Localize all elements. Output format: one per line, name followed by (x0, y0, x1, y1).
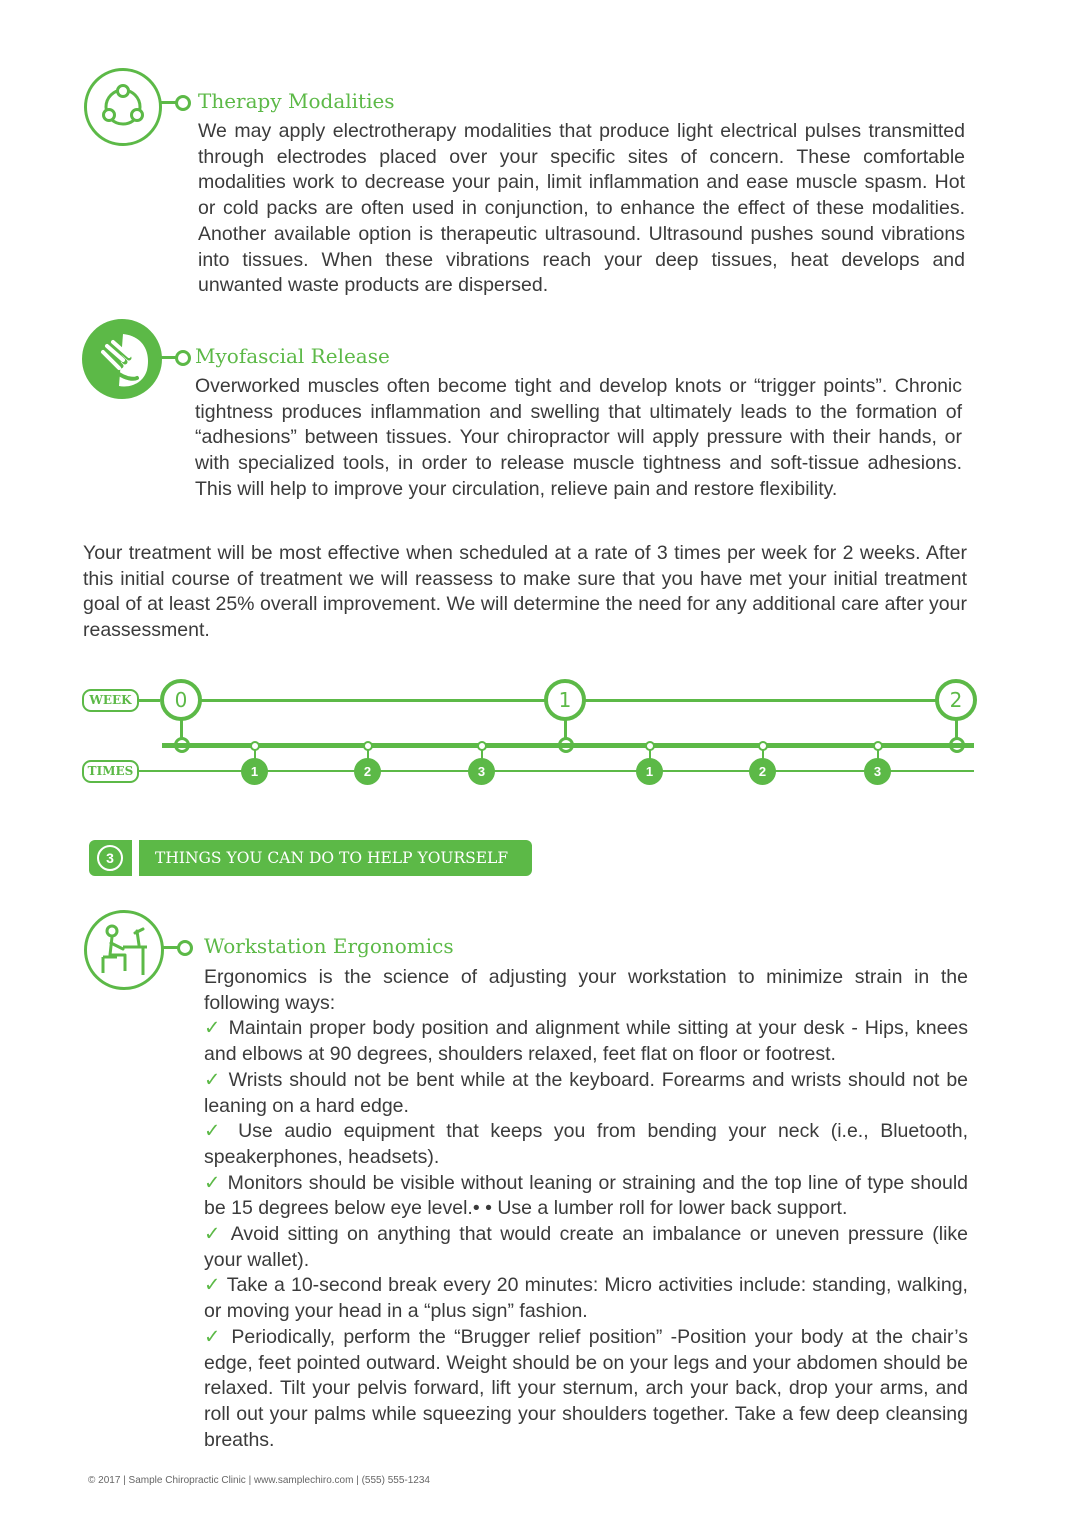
check-icon: ✓ (204, 1171, 222, 1194)
list-item-text: Use audio equipment that keeps you from bending your neck (i.e., Bluetooth, speakerphones, headsets). (204, 1120, 969, 1168)
myofascial-title: Myofascial Release (195, 344, 390, 368)
list-item (204, 1068, 968, 1119)
workstation-intro: Ergonomics is the science of adjusting your workstation to minimize strain in the following ways: (204, 966, 968, 1014)
workstation-icon-connector-end (177, 940, 193, 956)
week-node-2: 2 (935, 679, 977, 721)
list-item (204, 1016, 968, 1067)
times-node-5: 2 (749, 758, 776, 785)
middle-track (162, 743, 974, 748)
list-item (204, 1171, 968, 1222)
week-label-connector (138, 699, 160, 702)
list-item-text: Wrists should not be bent while at the keyboard. Forearms and wrists should not be leaning on a hard edge. (204, 1068, 969, 1117)
list-item (204, 1325, 968, 1454)
times-node-4: 1 (636, 758, 663, 785)
network-nodes-icon (87, 71, 159, 143)
myofascial-icon-connector (160, 356, 176, 359)
workstation-icon-circle (84, 910, 164, 990)
list-item (204, 1119, 968, 1170)
check-icon: ✓ (204, 1068, 222, 1091)
list-item (204, 1222, 968, 1273)
list-item-text: Take a 10-second break every 20 minutes: Micro activities include: standing, walking, or moving your head in a “plus sign” fashion. (204, 1274, 968, 1323)
workstation-body (204, 965, 968, 1453)
check-icon: ✓ (204, 1223, 224, 1246)
list-item (204, 1273, 968, 1324)
page-footer: © 2017 | Sample Chiropractic Clinic | www.samplechiro.com | (555) 555-1234 (88, 1475, 430, 1486)
week-node-1: 1 (544, 679, 586, 721)
hands-massage-icon (85, 322, 159, 396)
list-item-text: Avoid sitting on anything that would create an imbalance or uneven pressure (like your wallet). (204, 1223, 969, 1271)
times-node-2: 2 (354, 758, 381, 785)
myofascial-icon-connector-end (175, 350, 191, 366)
check-icon: ✓ (204, 1274, 222, 1297)
list-item-text: Maintain proper body position and alignment while sitting at your desk - Hips, knees and elbows at 90 degrees, shoulders relaxed, feet flat on floor or footrest. (204, 1017, 969, 1066)
list-item-text: Periodically, perform the “Brugger relief position” -Position your body at the chair’s edge, feet pointed outward. Weight should be on your legs and your abdomen should be relaxed. Tilt your pelvis forward, lift your sternum, arch your back, drop your arms, and roll out your palms while squeezing your shoulders together. Take a few deep cleansing breaths. (204, 1325, 969, 1451)
therapy-body: We may apply electrotherapy modalities that produce light electrical pulses transmitted through electrodes placed over your specific sites of concern. These comfortable modalities work to decrease your pain, limit inflammation and ease muscle spasm. Hot or cold packs are often used in conjunction, to enhance the effect of these modalities. Another available option is therapeutic ultrasound. Ultrasound pushes sound vibrations into tissues. When these vibrations reach your deep tissues, heat develops and unwanted waste products are dispersed. (198, 120, 965, 297)
banner-number: 3 (97, 845, 123, 871)
schedule-paragraph: Your treatment will be most effective when scheduled at a rate of 3 times per week for 2 weeks. After this initial course of treatment we will reassess to make sure that you have met your initial treatment goal of at least 25% overall improvement. We will determine the need for any additional care after your reassessment. (83, 542, 967, 642)
therapy-icon-circle (84, 68, 162, 146)
week-label: WEEK (82, 689, 139, 712)
therapy-icon-connector (160, 101, 176, 104)
banner-number-box (89, 840, 132, 876)
banner-title: THINGS YOU CAN DO TO HELP YOURSELF (139, 840, 532, 876)
workstation-title: Workstation Ergonomics (204, 934, 454, 958)
week-node-0: 0 (160, 679, 202, 721)
desk-worker-icon (87, 913, 161, 987)
times-label: TIMES (82, 760, 139, 783)
times-node-6: 3 (864, 758, 891, 785)
times-node-1: 1 (241, 758, 268, 785)
workstation-icon-connector (162, 946, 178, 949)
therapy-title: Therapy Modalities (198, 89, 395, 113)
times-node-3: 3 (468, 758, 495, 785)
check-icon: ✓ (204, 1017, 222, 1040)
myofascial-body: Overworked muscles often become tight and develop knots or “trigger points”. Chronic tightness produces inflammation and swelling that ultimately leads to the formation of “adhesions” between tissues. Your chiropractor will apply pressure with their hands, or with specialized tools, in order to release muscle tightness and soft-tissue adhesions. This will help to improve your circulation, relieve pain and restore flexibility. (195, 375, 962, 500)
myofascial-icon-circle (82, 319, 162, 399)
check-icon: ✓ (204, 1120, 227, 1143)
list-item-text: Monitors should be visible without leaning or straining and the top line of type should be 15 degrees below eye level.• • Use a lumber roll for lower back support. (204, 1171, 969, 1220)
check-icon: ✓ (204, 1325, 224, 1348)
therapy-icon-connector-end (175, 95, 191, 111)
